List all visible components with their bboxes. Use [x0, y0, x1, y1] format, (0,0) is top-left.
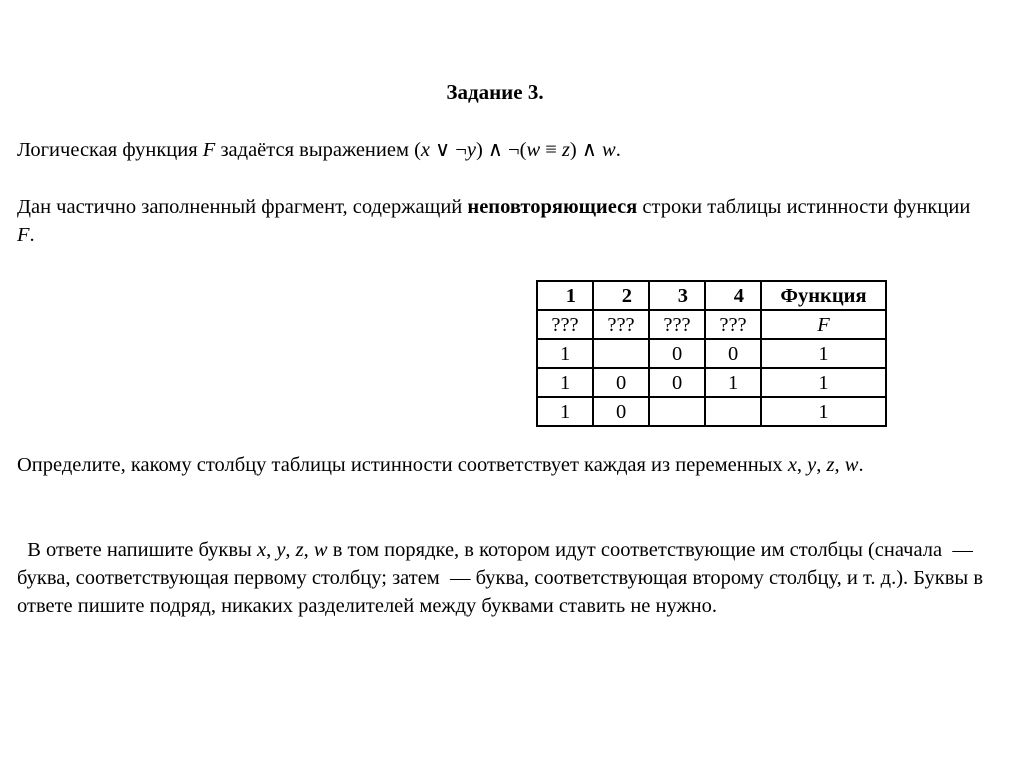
header-cell: 1 [537, 281, 593, 310]
bold-word: неповторяющиеся [467, 196, 638, 218]
text: , [266, 539, 277, 561]
text: В ответе напишите буквы [17, 539, 257, 561]
table-cell: 0 [593, 368, 649, 397]
table-cell: ??? [593, 310, 649, 339]
text: , [796, 454, 808, 476]
text: Определите, какому столбцу таблицы истинности соответствует каждая из переменных [17, 454, 788, 476]
var-F: F [202, 139, 216, 161]
table-cell: 0 [705, 339, 761, 368]
table-cell [593, 339, 649, 368]
text: Логическая функция [17, 139, 203, 161]
header-cell: Функция [761, 281, 886, 310]
text: в том порядке, в котором идут соответствующие им столбцы (сначала — буква, соответствующая первому столбцу; затем — буква, соответствующая второму столбцу, и т. д.). Буквы в ответе пишите подряд, никаких разделителей между буквами ставить не нужно. [17, 539, 983, 617]
table-cell: ??? [649, 310, 705, 339]
table-cell: ??? [537, 310, 593, 339]
var-w: w [313, 539, 328, 561]
table-cell: 0 [593, 397, 649, 426]
text: , [285, 539, 296, 561]
table-cell: 1 [537, 397, 593, 426]
table-cell: 1 [761, 368, 886, 397]
table-cell: 1 [761, 397, 886, 426]
table-header-row [537, 281, 886, 310]
text: ) ∧ ¬( [475, 139, 527, 161]
var-z: z [295, 539, 304, 561]
text: . [29, 224, 35, 246]
text: , [303, 539, 314, 561]
table-cell: ??? [705, 310, 761, 339]
var-w: w [526, 139, 541, 161]
var-F: F [17, 224, 30, 246]
text: ) ∧ [569, 139, 603, 161]
table-row [537, 339, 886, 368]
question-text [17, 451, 992, 479]
table-cell [705, 397, 761, 426]
header-cell: 2 [593, 281, 649, 310]
text: ≡ [540, 139, 562, 161]
text: ∨ ¬ [430, 139, 467, 161]
table-row [537, 397, 886, 426]
text: . [858, 454, 864, 476]
table-row [537, 310, 886, 339]
var-z: z [561, 139, 570, 161]
function-definition [17, 136, 992, 164]
table-cell: 1 [705, 368, 761, 397]
fragment-description [17, 193, 992, 249]
text: задаётся выражением ( [215, 139, 421, 161]
task-title: Задание 3. [446, 80, 544, 104]
table-cell: 0 [649, 339, 705, 368]
var-x: x [256, 539, 267, 561]
text: . [615, 139, 621, 161]
table-cell: 1 [761, 339, 886, 368]
var-y: y [466, 139, 476, 161]
answer-instructions [17, 536, 992, 620]
table-cell: 1 [537, 368, 593, 397]
table-cell [649, 397, 705, 426]
table-cell: F [761, 310, 886, 339]
truth-table [536, 280, 887, 427]
header-cell: 4 [705, 281, 761, 310]
text: строки таблицы истинности функции [637, 196, 971, 218]
var-y: y [807, 454, 817, 476]
var-w: w [602, 139, 616, 161]
var-z: z [826, 454, 835, 476]
table-cell: 1 [537, 339, 593, 368]
text: , [816, 454, 827, 476]
var-x: x [787, 454, 797, 476]
var-x: x [420, 139, 431, 161]
table-cell: 0 [649, 368, 705, 397]
text: Дан частично заполненный фрагмент, содержащий [17, 196, 468, 218]
header-cell: 3 [649, 281, 705, 310]
text: , [834, 454, 845, 476]
var-w: w [844, 454, 859, 476]
var-y: y [276, 539, 286, 561]
table-row [537, 368, 886, 397]
